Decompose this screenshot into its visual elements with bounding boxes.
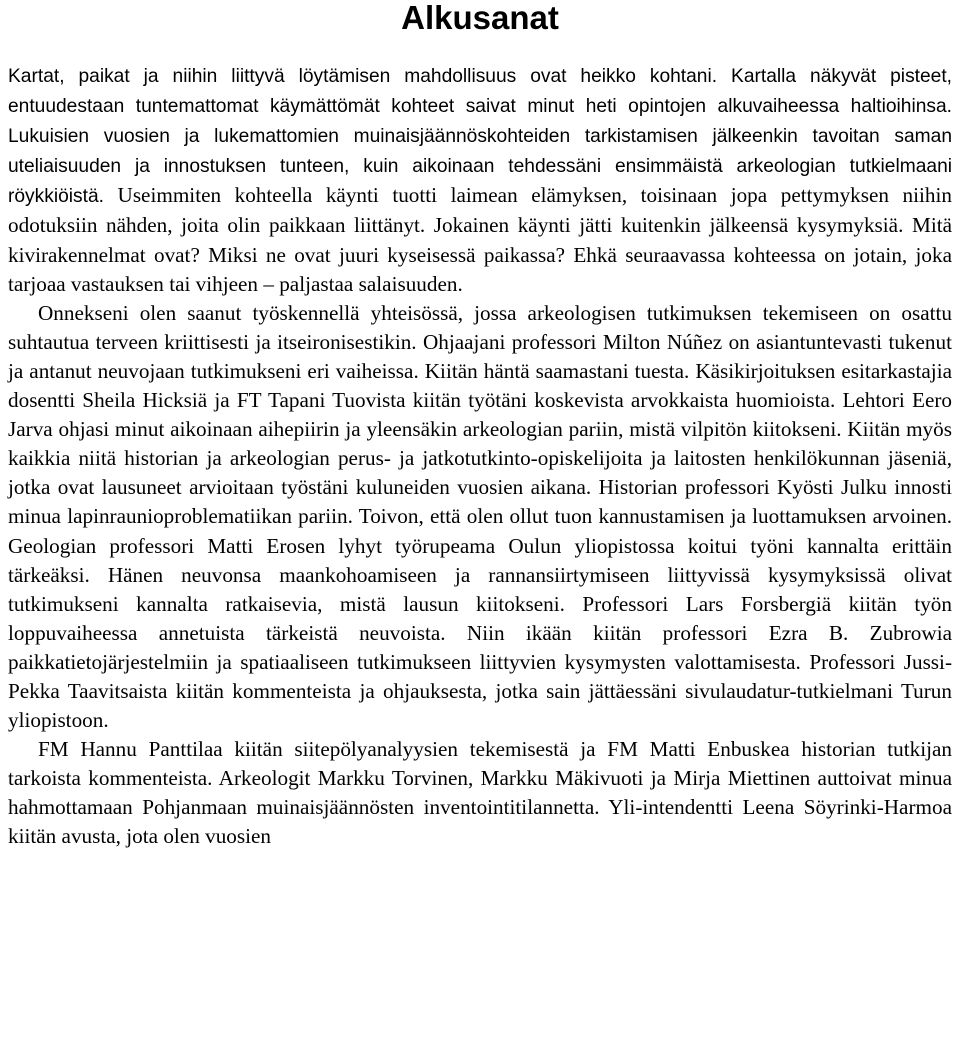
paragraph-1-serif-segment: Useimmiten kohteella käynti tuotti laimean elämyksen, toisinaan jopa pettymyksen niihin odotuksiin nähden, joita olin paikkaan liittänyt. Jokainen käynti jätti kuitenkin jälkeensä kysymyksiä. Mitä kivirakennelmat ovat? Miksi ne ovat juuri kyseisessä paikassa? Ehkä seuraavassa kohteessa on jotain, joka tarjoaa vastauksen tai vihjeen – paljastaa salaisuuden. (8, 183, 952, 296)
paragraph-1 (8, 61, 952, 299)
paragraph-2-text: Onnekseni olen saanut työskennellä yhteisössä, jossa arkeologisen tutkimuksen tekemiseen on osattu suhtautua terveen kriittisesti ja itseironisestikin. Ohjaajani professori Milton Núñez on asiantuntevasti tukenut ja antanut neuvojaan tutkimukseni eri vaiheissa. Kiitän häntä saamastani tuesta. Käsikirjoituksen esitarkastajia dosentti Sheila Hicksiä ja FT Tapani Tuovista kiitän työtäni koskevista arvokkaista huomioista. Lehtori Eero Jarva ohjasi minut aikoinaan aihepiirin ja yleensäkin arkeologian pariin, mistä vilpitön kiitokseni. Kiitän myös kaikkia niitä historian ja arkeologian perus- ja jatkotutkinto-opiskelijoita ja laitosten henkilökunnan jäseniä, jotka ovat lausuneet arvioitaan työstäni kuluneiden vuosien aikana. Historian professori Kyösti Julku innosti minua lapinraunioproblematiikan pariin. Toivon, että olen ollut tuon kannustamisen ja luottamuksen arvoinen. Geologian professori Matti Erosen lyhyt työrupeama Oulun yliopistossa koitui työni kannalta erittäin tärkeäksi. Hänen neuvonsa maankohoamiseen ja rannansiirtymiseen liittyvissä kysymyksissä olivat tutkimukseni kannalta ratkaisevia, mistä lausun kiitokseni. Professori Lars Forsbergiä kiitän työn loppuvaiheessa annetuista tärkeistä neuvoista. Niin ikään kiitän professori Ezra B. Zubrowia paikkatietojärjestelmiin ja spatiaaliseen tutkimukseen liittyvien kysymysten valottamisesta. Professori Jussi-Pekka Taavitsaista kiitän kommenteista ja ohjauksesta, jotka sain jättäessäni sivulaudatur-tutkielmani Turun yliopistoon. (8, 300, 952, 733)
paragraph-2 (8, 299, 952, 735)
paragraph-1-sans-segment: Kartat, paikat ja niihin liittyvä löytämisen mahdollisuus ovat heikko kohtani. Kartalla näkyvät pisteet, entuudestaan tuntemattomat käymättömät kohteet saivat minut heti opintojen alkuvaiheessa haltioihinsa. Lukuisien vuosien ja lukemattomien muinaisjäännöskohteiden tarkistamisen jälkeenkin tavoitan saman uteliaisuuden ja innostuksen tunteen, kuin aikoinaan tehdessäni ensimmäistä arkeologian tutkielmaani röykkiöistä. (8, 66, 952, 208)
paragraph-3-text: FM Hannu Panttilaa kiitän siitepölyanalyysien tekemisestä ja FM Matti Enbuskea historian tutkijan tarkoista kommenteista. Arkeologit Markku Torvinen, Markku Mäkivuoti ja Mirja Miettinen auttoivat minua hahmottamaan Pohjanmaan muinaisjäännösten inventointitilannetta. Yli-intendentti Leena Söyrinki-Harmoa kiitän avusta, jota olen vuosien (8, 737, 952, 849)
document-body (8, 61, 952, 852)
page-title: Alkusanat (401, 0, 559, 36)
paragraph-3 (8, 735, 952, 851)
